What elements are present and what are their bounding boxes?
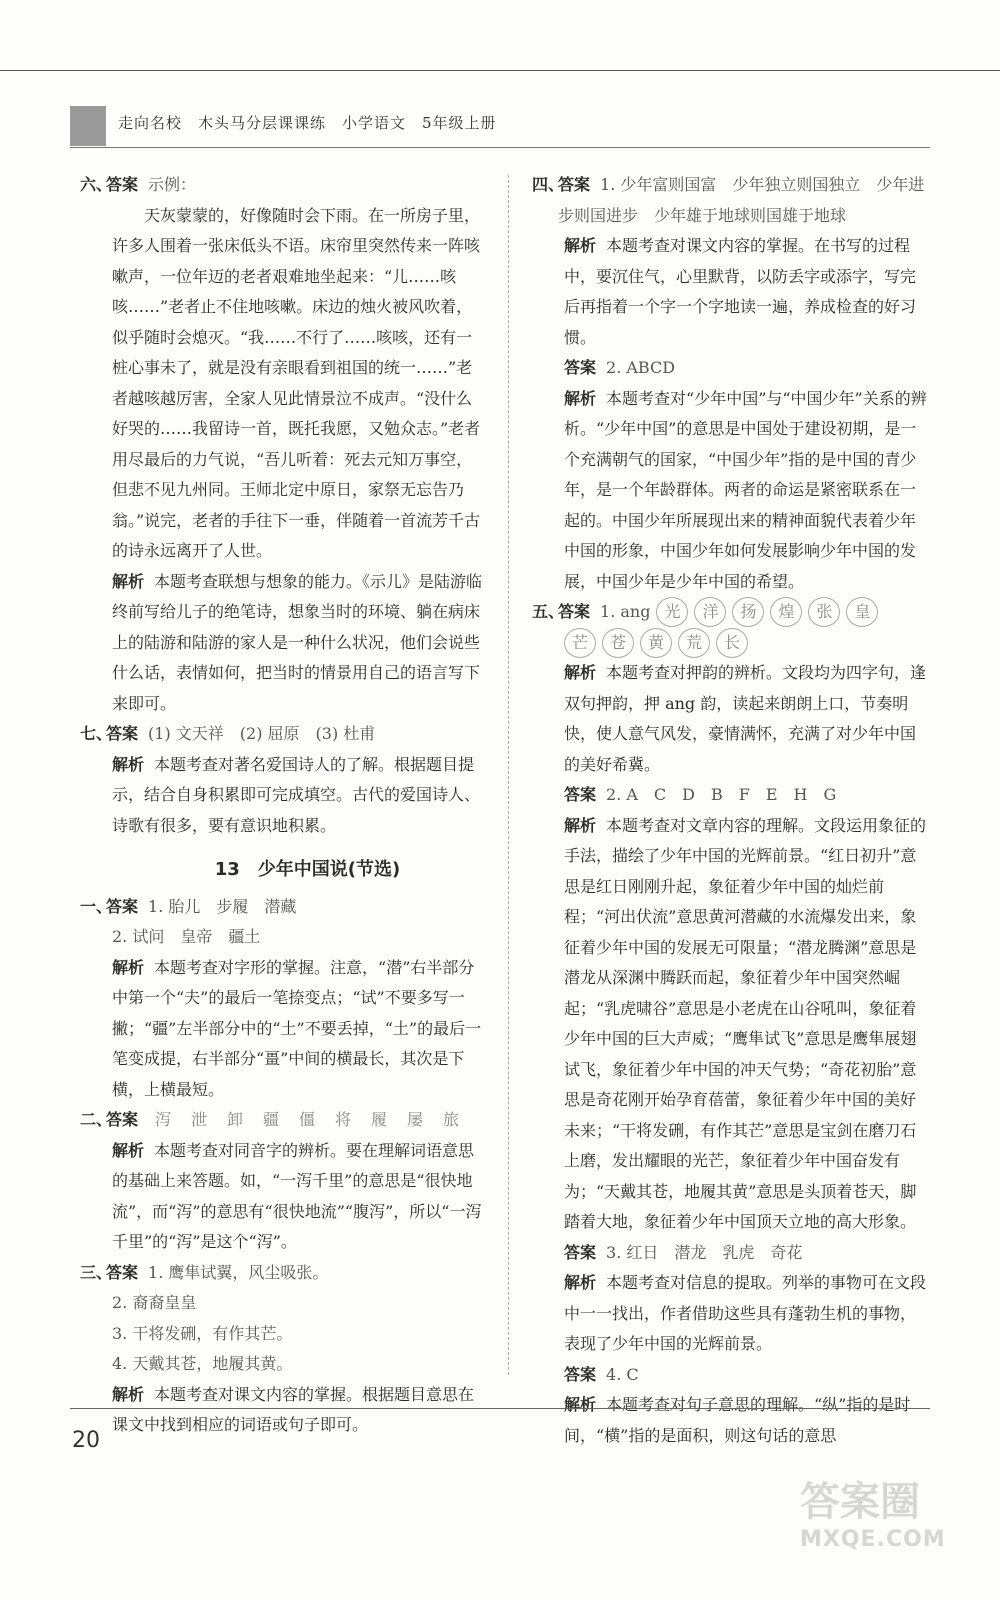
answer-text: 3. 红日 潜龙 乳虎 奇花	[606, 1242, 803, 1262]
section-number: 六、	[80, 175, 113, 194]
analysis-text: 本题考查对字形的掌握。注意，“潜”右半部分中第一个“夫”的最后一笔捺变点；“试”不要多写一撇；“疆”左半部分中的“土”不要丢掉，“土”的最后一笔变成提，右半部分“畺”中间的横最长，其次是下横，上横最短。	[112, 957, 482, 1099]
analysis-label: 解析	[112, 571, 145, 591]
analysis-block	[80, 750, 485, 842]
answer-text: 1. 少年富则国富 少年独立则国独立 少年进步则国进步 少年雄于地球则国雄于地球	[558, 175, 925, 225]
answer-label: 答案	[558, 175, 591, 194]
answer-block	[532, 353, 927, 384]
circled-char: 黄	[640, 628, 672, 658]
answer-label: 答案	[106, 896, 139, 916]
answer-label: 答案	[564, 1364, 597, 1384]
section-number: 四、	[532, 175, 565, 194]
answer-char: 将	[335, 1110, 352, 1129]
answer-char: 卸	[227, 1110, 244, 1129]
analysis-label: 解析	[564, 1273, 597, 1292]
answer-text: 3. 干将发硎，有作其芒。	[112, 1323, 293, 1343]
chapter-title: 13 少年中国说(节选)	[214, 859, 401, 880]
chapter-section-5	[532, 597, 927, 628]
analysis-label: 解析	[112, 1384, 145, 1404]
analysis-label: 解析	[112, 957, 145, 977]
answer-char: 僵	[299, 1110, 316, 1129]
answer-text: 1. 鹰隼试翼，风尘吸张。	[148, 1262, 329, 1282]
right-column	[532, 170, 927, 1451]
circled-char: 荒	[678, 628, 710, 658]
answer-text: 4. C	[606, 1364, 639, 1384]
section-6	[80, 170, 485, 201]
answer-label: 答案	[558, 602, 591, 621]
answer-text: 2. ABCD	[606, 358, 676, 377]
circled-char: 长	[716, 628, 748, 658]
answer-block	[532, 1360, 927, 1391]
circled-char: 皇	[846, 597, 878, 627]
answer-text: 4. 天戴其苍，地履其黄。	[112, 1354, 293, 1373]
answer-block	[532, 1238, 927, 1269]
answer-block	[532, 780, 927, 811]
answer-char: 屡	[407, 1110, 424, 1129]
answer-label: 答案	[106, 724, 139, 743]
section-number: 五、	[532, 602, 565, 621]
analysis-text: 本题考查对押韵的辨析。文段均为四字句，逢双句押韵，押 ang 韵，读起来朗朗上口，节奏明快，使人意气风发，豪情满怀，充满了对少年中国的美好希冀。	[564, 663, 927, 774]
column-divider	[508, 175, 509, 1375]
chapter-section-3	[80, 1258, 485, 1289]
analysis-text: 本题考查对句子意思的理解。“纵”指的是时间，“横”指的是面积，则这句话的意思	[564, 1395, 911, 1445]
answer-text: 2. 裔裔皇皇	[112, 1293, 197, 1312]
answer-char: 旅	[443, 1110, 460, 1129]
top-rule	[0, 70, 1000, 71]
circled-char: 洋	[694, 597, 726, 627]
left-column	[80, 170, 485, 1441]
circled-char: 扬	[732, 597, 764, 627]
footer-rule	[70, 1408, 930, 1409]
section-number: 一、	[80, 896, 113, 916]
analysis-text: 本题考查对课文内容的掌握。在书写的过程中，要沉住气，心里默背，以防丢字或添字，写完后再指着一个字一个字地读一遍，养成检查的好习惯。	[564, 236, 917, 347]
page-number: 20	[72, 1428, 100, 1453]
analysis-block	[80, 567, 485, 720]
circled-char: 煌	[770, 597, 802, 627]
analysis-label: 解析	[564, 663, 597, 682]
answer-text: 1. ang	[600, 602, 651, 621]
analysis-block	[80, 1380, 485, 1441]
circled-char: 芒	[564, 628, 596, 658]
answer-label: 答案	[564, 785, 597, 804]
analysis-block	[80, 1136, 485, 1258]
section-7	[80, 719, 485, 750]
analysis-label: 解析	[112, 1140, 145, 1160]
answer-label: 答案	[106, 1110, 139, 1129]
answer-text: 2. A C D B F E H G	[606, 785, 837, 804]
analysis-block	[532, 811, 927, 1238]
section-number: 三、	[80, 1262, 113, 1282]
answer-label: 答案	[106, 175, 139, 194]
analysis-label: 解析	[112, 754, 145, 774]
answer-label: 答案	[106, 1262, 139, 1282]
circled-char: 光	[656, 597, 688, 627]
analysis-block	[532, 384, 927, 598]
answer-text: 1. 胎儿 步履 潜藏	[148, 896, 297, 916]
analysis-block	[532, 1390, 927, 1451]
answer-text: 2. 试问 皇帝 疆土	[112, 927, 261, 946]
analysis-text: 本题考查对著名爱国诗人的了解。根据题目提示，结合自身积累即可完成填空。古代的爱国诗人、诗歌有很多，要有意识地积累。	[112, 754, 481, 835]
watermark-text: 答案圈	[800, 1479, 920, 1525]
analysis-label: 解析	[564, 388, 597, 408]
analysis-text: 本题考查联想与想象的能力。《示儿》是陆游临终前写给儿子的绝笔诗，想象当时的环境、躺在病床上的陆游和陆游的家人是一种什么状况，他们会说些什么话，表情如何，把当时的情景用自己的语言写下来即可。	[112, 571, 483, 713]
circled-char: 苍	[602, 628, 634, 658]
answer-label: 答案	[564, 358, 597, 377]
answer-text: 示例：	[148, 175, 197, 194]
running-header: 走向名校 木头马分层课课练 小学语文 5年级上册	[118, 114, 497, 132]
analysis-text: 本题考查对信息的提取。列举的事物可在文段中一一找出，作者借助这些具有蓬勃生机的事物，表现了少年中国的光辉前景。	[564, 1273, 927, 1353]
chapter-section-4	[532, 170, 927, 231]
answer-text: (1) 文天祥 (2) 屈原 (3) 杜甫	[148, 724, 376, 743]
analysis-label: 解析	[564, 815, 597, 835]
analysis-block	[532, 658, 927, 780]
header-gray-block	[70, 106, 106, 146]
analysis-text: 本题考查对课文内容的掌握。根据题目意思在课文中找到相应的词语或句子即可。	[112, 1384, 475, 1434]
analysis-text: 本题考查对文章内容的理解。文段运用象征的手法，描绘了少年中国的光辉前景。“红日初升”意思是红日刚刚升起，象征着少年中国的灿烂前程；“河出伏流”意思黄河潜藏的水流爆发出来，象征着少年中国的发展无可限量；“潜龙腾渊”意思是潜龙从深渊中腾跃而起，象征着少年中国突然崛起；“乳虎啸谷”意思是小老虎在山谷吼叫，象征着少年中国的巨大声威；“鹰隼试飞”意思是鹰隼展翅试飞，象征着少年中国的冲天气势；“奇花初胎”意思是奇花刚开始孕育蓓蕾，象征着少年中国的美好未来；“干将发硎，有作其芒”意思是宝剑在磨刀石上磨，发出耀眼的光芒，象征着少年中国奋发有为；“天戴其苍，地履其黄”意思是头顶着苍天，脚踏着大地，象征着少年中国顶天立地的高大形象。	[564, 815, 927, 1231]
analysis-text: 本题考查对同音字的辨析。要在理解词语意思的基础上来答题。如，“一泻千里”的意思是“很快地流”，而“泻”的意思有“很快地流”“腹泻”，所以“一泻千里”的“泻”是这个“泻”。	[112, 1140, 482, 1251]
answer-char: 泻	[155, 1110, 172, 1129]
chapter-section-1	[80, 892, 485, 923]
watermark-logo	[800, 1470, 970, 1580]
section-number: 二、	[80, 1110, 113, 1129]
analysis-text: 本题考查对“少年中国”与“中国少年”关系的辨析。“少年中国”的意思是中国处于建设初期，是一个充满朝气的国家，“中国少年”指的是中国的青少年，是一个年龄群体。两者的命运是紧密联系在一起的。中国少年所展现出来的精神面貌代表着少年中国的形象，中国少年如何发展影响少年中国的发展，中国少年是少年中国的希望。	[564, 388, 927, 591]
watermark-url: MXQE.COM	[800, 1527, 946, 1552]
answer-char: 泄	[191, 1110, 208, 1129]
sample-essay: 天灰蒙蒙的，好像随时会下雨。在一所房子里，许多人围着一张床低头不语。床帘里突然传来一阵咳嗽声，一位年迈的老者艰难地坐起来：“儿……咳咳……”老者止不住地咳嗽。床边的烛火被风吹着，似乎随时会熄灭。“我……不行了……咳咳，还有一桩心事未了，就是没有亲眼看到祖国的统一……”老者越咳越厉害，全家人见此情景泣不成声。“没什么好哭的……我留诗一首，既托我愿，又勉众志。”老者用尽最后的力气说，“吾儿听着：死去元知万事空，但悲不见九州同。王师北定中原日，家祭无忘告乃翁。”说完，老者的手往下一垂，伴随着一首流芳千古的诗永远离开了人世。	[112, 205, 481, 560]
analysis-label: 解析	[564, 1395, 597, 1414]
analysis-block	[532, 1268, 927, 1360]
header-rule	[70, 147, 930, 148]
circled-chars-row	[532, 628, 927, 659]
section-number: 七、	[80, 724, 113, 743]
chapter-section-2	[80, 1105, 485, 1136]
answer-char: 履	[371, 1110, 388, 1129]
answer-label: 答案	[564, 1242, 597, 1262]
analysis-block	[532, 231, 927, 353]
analysis-block	[80, 953, 485, 1106]
circled-char: 张	[808, 597, 840, 627]
answer-char: 疆	[263, 1110, 280, 1129]
analysis-label: 解析	[564, 236, 597, 255]
